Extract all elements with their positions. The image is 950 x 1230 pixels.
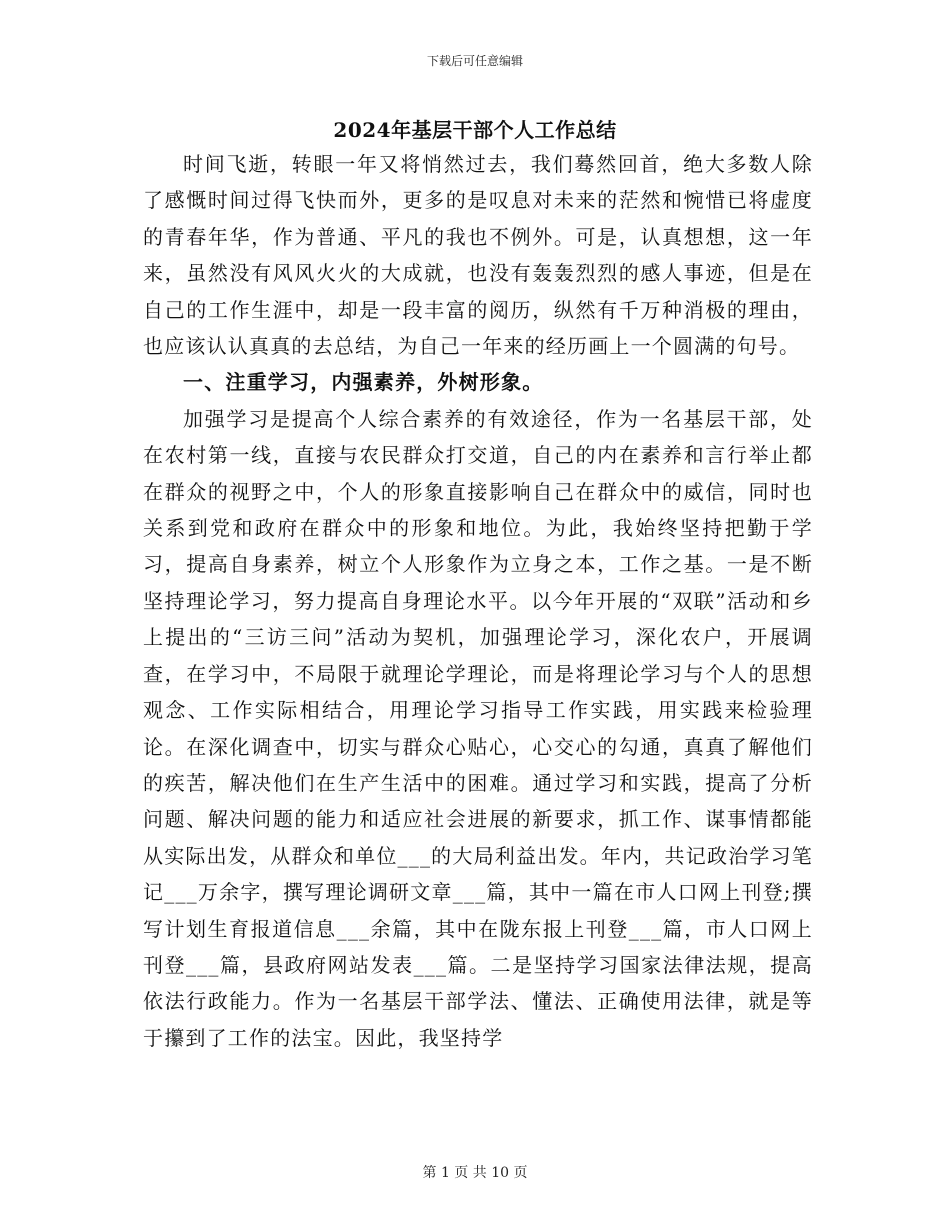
section-heading: 一、注重学习，内强素养，外树形象。 — [183, 370, 544, 395]
document-body — [143, 146, 813, 1056]
body-paragraph: 加强学习是提高个人综合素养的有效途径，作为一名基层干部，处在农村第一线，直接与农民群众打交道，自己的内在素养和言行举止都在群众的视野之中，个人的形象直接影响自己在群众中的威信，同时也关系到党和政府在群众中的形象和地位。为此，我始终坚持把勤于学习，提高自身素养，树立个人形象作为立身之本，工作之基。一是不断坚持理论学习，努力提高自身理论水平。以今年开展的“双联”活动和乡上提出的“三访三问”活动为契机，加强理论学习，深化农户，开展调查，在学习中，不局限于就理论学理论，而是将理论学习与个人的思想观念、工作实际相结合，用理论学习指导工作实践，用实践来检验理论。在深化调查中，切实与群众心贴心，心交心的勾通，真真了解他们的疾苦，解决他们在生产生活中的困难。通过学习和实践，提高了分析问题、解决问题的能力和适应社会进展的新要求，抓工作、谋事情都能从实际出发，从群众和单位___的大局利益出发。年内，共记政治学习笔记___万余字，撰写理论调研文章___篇，其中一篇在市人口网上刊登;撰写计划生育报道信息___余篇，其中在陇东报上刊登___篇，市人口网上刊登___篇，县政府网站发表___篇。二是坚持学习国家法律法规，提高依法行政能力。作为一名基层干部学法、懂法、正确使用法律，就是等于攥到了工作的法宝。因此，我坚持学 — [143, 406, 813, 1050]
header-note: 下载后可任意编辑 — [426, 54, 523, 68]
document-title: 2024年基层干部个人工作总结 — [333, 118, 617, 142]
page-number: 第 1 页 共 10 页 — [422, 1165, 528, 1181]
intro-paragraph: 时间飞逝，转眼一年又将悄然过去，我们蓦然回首，绝大多数人除了感慨时间过得飞快而外，更多的是叹息对未来的茫然和惋惜已将虚度的青春年华，作为普通、平凡的我也不例外。可是，认真想想，这一年来，虽然没有风风火火的大成就，也没有轰轰烈烈的感人事迹，但是在自己的工作生涯中，却是一段丰富的阅历，纵然有千万种消极的理由，也应该认认真真的去总结，为自己一年来的经历画上一个圆满的句号。 — [143, 152, 813, 359]
